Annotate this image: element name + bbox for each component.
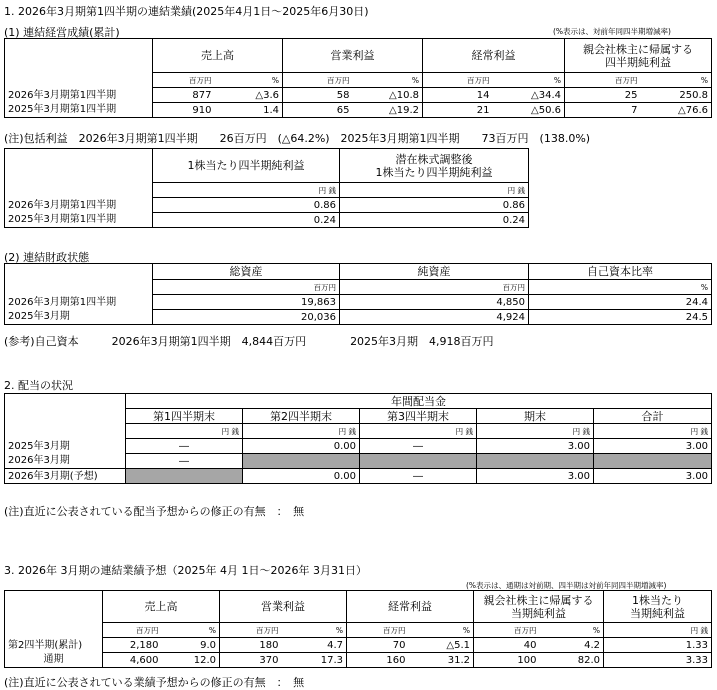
header-q1-end: 第1四半期末: [126, 409, 243, 424]
header-equity-ratio: 自己資本比率: [529, 264, 712, 280]
fc-header-eps: 1株当たり 当期純利益: [604, 591, 712, 623]
fc-header-net-profit: 親会社株主に帰属する 当期純利益: [474, 591, 604, 623]
section2-subtitle: (2) 連結財政状態: [4, 251, 90, 264]
header-q2-end: 第2四半期末: [243, 409, 360, 424]
header-net-profit: 親会社株主に帰属する 四半期純利益: [565, 39, 712, 73]
header-operating-profit: 営業利益: [283, 39, 423, 73]
dividend-note: (注)直近に公表されている配当予想からの修正の有無 ： 無: [4, 505, 305, 518]
header-annual-dividend: 年間配当金: [126, 394, 712, 409]
dividend-title: 2. 配当の状況: [4, 379, 73, 392]
fc-header-operating-profit: 営業利益: [220, 591, 347, 623]
header-total-assets: 総資産: [153, 264, 340, 280]
forecast-table: 売上高 営業利益 経常利益 親会社株主に帰属する 当期純利益 1株当たり 当期純利益 百万円 % 百万円 % 百万円 % 百万円 % 円 銭 第2四半期(累計) 2,180 9.0 180 4.7 70 △5.1 40 4.2 1.33 通期 4,600 12.0 370 17.3 160 31.2 100 82.0 3.33: [4, 590, 712, 668]
table-row: 2026年3月期第1四半期 19,863 4,850 24.4: [5, 295, 712, 310]
table-row: 通期 4,600 12.0 370 17.3 160 31.2 100 82.0 3.33: [5, 653, 712, 668]
table-row: 2025年3月期第1四半期 0.24 0.24: [5, 213, 529, 228]
forecast-note-right: (%表示は、通期は対前期、四半期は対前年同四半期増減率): [466, 581, 667, 590]
header-sales: 売上高: [153, 39, 283, 73]
header-eps: 1株当たり四半期純利益: [153, 149, 340, 183]
table-row: 2025年3月期 ― 0.00 ― 3.00 3.00: [5, 439, 712, 454]
header-blank: [5, 39, 153, 73]
table-row: 第2四半期(累計) 2,180 9.0 180 4.7 70 △5.1 40 4.2 1.33: [5, 638, 712, 653]
forecast-note: (注)直近に公表されている業績予想からの修正の有無 ： 無: [4, 676, 305, 689]
section1-title: 1. 2026年3月期第1四半期の連結業績(2025年4月1日～2025年6月30日): [4, 5, 369, 18]
forecast-title: 3. 2026年 3月期の連結業績予想（2025年 4月 1日～2026年 3月31日）: [4, 564, 367, 577]
results-table: 売上高 営業利益 経常利益 親会社株主に帰属する 四半期純利益 百万円 % 百万円 % 百万円 % 百万円 % 2026年3月期第1四半期 877 △3.6 58 △10.8 14 △34.4 25 250.8 2025年3月期第1四半期 910 1.4 65 △19.2 21 △50.6 7 △76.6: [4, 38, 712, 118]
section1-note: (%表示は、対前年同四半期増減率): [553, 27, 671, 36]
header-q3-end: 第3四半期末: [360, 409, 477, 424]
table-row: 2025年3月期第1四半期 910 1.4 65 △19.2 21 △50.6 7 △76.6: [5, 103, 712, 118]
header-total: 合計: [594, 409, 712, 424]
header-ordinary-profit: 経常利益: [423, 39, 565, 73]
dividend-table: 年間配当金 第1四半期末 第2四半期末 第3四半期末 期末 合計 円 銭 円 銭 円 銭 円 銭 円 銭 2025年3月期 ― 0.00 ― 3.00 3.00 2026年3月期 ― 2026年3月期(予想) 0.00 ― 3.00 3.00: [4, 393, 712, 484]
financial-position-table: 総資産 純資産 自己資本比率 百万円 百万円 % 2026年3月期第1四半期 19,863 4,850 24.4 2025年3月期 20,036 4,924 24.5: [4, 263, 712, 325]
fc-header-ordinary-profit: 経常利益: [347, 591, 474, 623]
fc-header-sales: 売上高: [103, 591, 220, 623]
eps-table: 1株当たり四半期純利益 潜在株式調整後 1株当たり四半期純利益 円 銭 円 銭 2026年3月期第1四半期 0.86 0.86 2025年3月期第1四半期 0.24 0.24: [4, 148, 529, 228]
comprehensive-income-note: (注)包括利益 2026年3月期第1四半期 26百万円 (△64.2%) 2025年3月期第1四半期 73百万円 (138.0%): [4, 132, 591, 145]
header-net-assets: 純資産: [340, 264, 529, 280]
header-diluted-eps: 潜在株式調整後 1株当たり四半期純利益: [340, 149, 529, 183]
table-row: 2026年3月期第1四半期 877 △3.6 58 △10.8 14 △34.4 25 250.8: [5, 88, 712, 103]
table-row: 2026年3月期第1四半期 0.86 0.86: [5, 198, 529, 213]
header-year-end: 期末: [477, 409, 594, 424]
equity-reference: (参考)自己資本 2026年3月期第1四半期 4,844百万円 2025年3月期 4,918百万円: [4, 335, 494, 348]
section1-subtitle: (1) 連結経営成績(累計): [4, 26, 120, 39]
table-row: 2026年3月期(予想) 0.00 ― 3.00 3.00: [5, 469, 712, 484]
table-row: 2026年3月期 ―: [5, 454, 712, 469]
table-row: 2025年3月期 20,036 4,924 24.5: [5, 310, 712, 325]
